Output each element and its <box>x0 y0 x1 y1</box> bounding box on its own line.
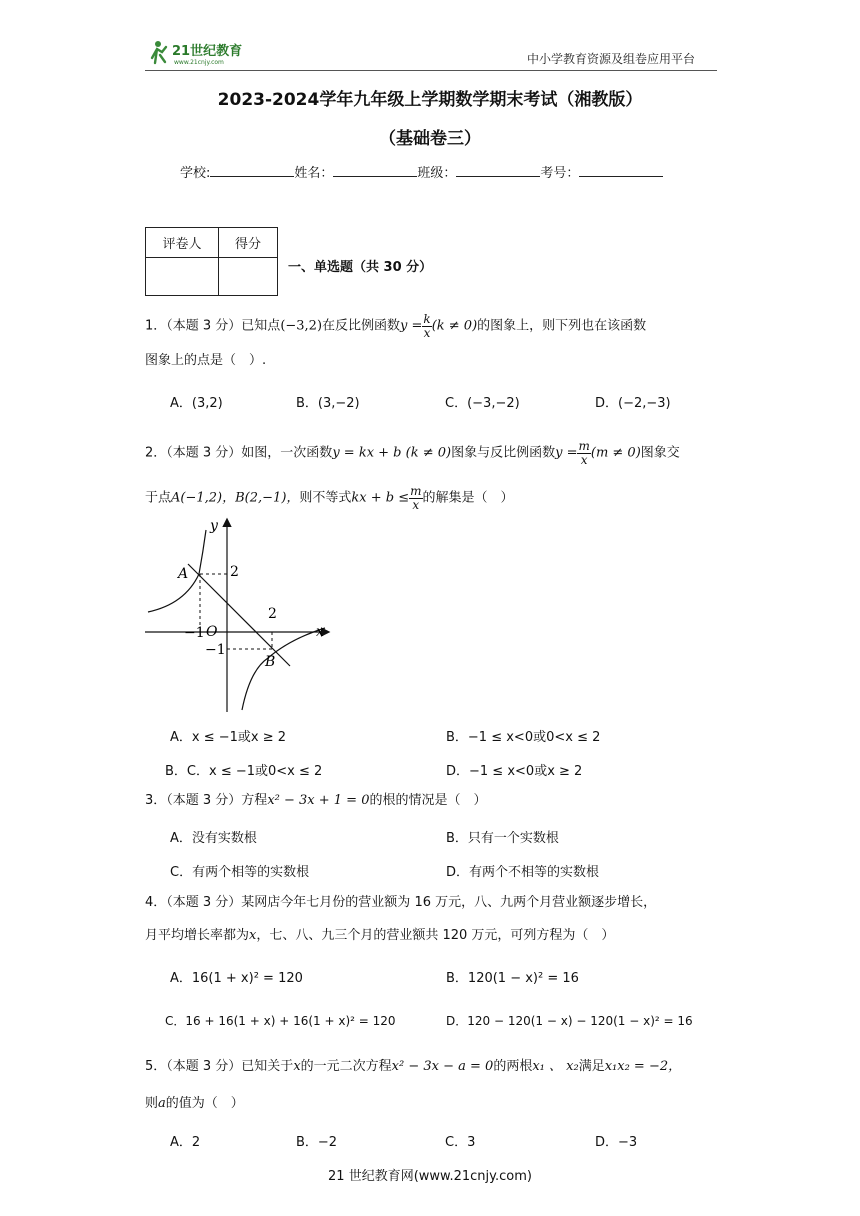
exam-no-label: 考号： <box>540 166 580 181</box>
q4-option-c[interactable]: C．16 + 16(1 + x) + 16(1 + x)² = 120 <box>165 1014 396 1028</box>
exam-title: 2023-2024学年九年级上学期数学期末考试（湘教版） <box>217 90 643 110</box>
svg-text:x: x <box>316 624 324 640</box>
svg-text:2: 2 <box>268 606 277 622</box>
runner-icon <box>152 41 166 63</box>
q2-graph <box>140 512 340 717</box>
question-5: 5．（本题 3 分）已知关于x的一元二次方程x² − 3x − a = 0的两根x₁ 、 x₂满足x₁x₂ = −2， <box>145 1059 682 1074</box>
question-5-line2: 则a的值为（ ） <box>145 1096 244 1111</box>
q2-option-c[interactable]: B．C．x ≤ −1或0<x ≤ 2 <box>165 764 323 779</box>
svg-text:A: A <box>178 566 189 582</box>
hyperbola-left <box>148 530 206 612</box>
svg-text:y: y <box>210 518 218 534</box>
q5-option-a[interactable]: A．2 <box>170 1135 201 1150</box>
reviewer-header: 评卷人 <box>146 228 219 258</box>
question-1: 1．（本题 3 分）已知点(−3,2)在反比例函数y = $\frac{k}{x}$ (k ≠ 0)的图象上，则下列也在该函数 <box>145 312 647 340</box>
question-2: 2．（本题 3 分）如图，一次函数y = kx + b (k ≠ 0)图象与反比例函数y = $\frac{m}{x}$ (m ≠ 0)图象交 <box>145 439 680 467</box>
hyperbola-right <box>242 628 325 710</box>
school-field[interactable] <box>210 164 294 177</box>
svg-text:B: B <box>265 654 276 670</box>
question-4-line2: 月平均增长率都为x，七、八、九三个月的营业额共 120 万元，可列方程为（ ） <box>145 928 615 943</box>
section-heading: 一、单选题（共 30 分） <box>288 260 433 275</box>
q3-option-a[interactable]: A．没有实数根 <box>170 831 257 846</box>
score-header: 得分 <box>219 228 278 258</box>
footer: 21 世纪教育网(www.21cnjy.com) <box>328 1169 532 1184</box>
platform-name: 中小学教育资源及组卷应用平台 <box>527 52 696 66</box>
question-3: 3．（本题 3 分）方程x² − 3x + 1 = 0的根的情况是（ ） <box>145 793 487 808</box>
student-info <box>180 162 663 181</box>
q2-option-a[interactable]: A．x ≤ −1或x ≥ 2 <box>170 730 287 745</box>
q3-option-d[interactable]: D．有两个不相等的实数根 <box>446 865 600 880</box>
svg-text:O: O <box>206 624 218 640</box>
name-field[interactable] <box>333 164 417 177</box>
q3-option-b[interactable]: B．只有一个实数根 <box>446 831 559 846</box>
q4-option-a[interactable]: A．16(1 + x)² = 120 <box>170 971 303 986</box>
q1-option-b[interactable]: B．(3,−2) <box>296 396 360 411</box>
header-divider <box>145 70 717 71</box>
svg-text:−1: −1 <box>184 625 205 641</box>
exam-no-field[interactable] <box>579 164 663 177</box>
q2-option-b[interactable]: B．−1 ≤ x<0或0<x ≤ 2 <box>446 730 601 745</box>
q5-option-b[interactable]: B．−2 <box>296 1135 338 1150</box>
q5-option-d[interactable]: D．−3 <box>595 1135 638 1150</box>
q3-option-c[interactable]: C．有两个相等的实数根 <box>170 865 310 880</box>
exam-subtitle: （基础卷三） <box>379 129 481 149</box>
logo-sub: www.21cnjy.com <box>174 59 224 66</box>
class-label: 班级： <box>417 166 457 181</box>
question-4: 4．（本题 3 分）某网店今年七月份的营业额为 16 万元，八、九两个月营业额逐步增长， <box>145 895 657 910</box>
school-label: 学校: <box>180 166 211 181</box>
q4-option-d[interactable]: D．120 − 120(1 − x) − 120(1 − x)² = 16 <box>446 1014 693 1028</box>
q4-option-b[interactable]: B．120(1 − x)² = 16 <box>446 971 579 986</box>
name-label: 姓名： <box>294 166 334 181</box>
logo <box>148 38 260 66</box>
logo-text: 21世纪教育 <box>172 44 243 59</box>
q1-option-c[interactable]: C．(−3,−2) <box>445 396 520 411</box>
score-cell[interactable] <box>219 258 278 296</box>
q5-option-c[interactable]: C．3 <box>445 1135 476 1150</box>
question-1-line2: 图象上的点是（ ）. <box>145 353 267 368</box>
q1-option-a[interactable]: A．(3,2) <box>170 396 223 411</box>
q2-option-d[interactable]: D．−1 ≤ x<0或x ≥ 2 <box>446 764 583 779</box>
q1-option-d[interactable]: D．(−2,−3) <box>595 396 671 411</box>
svg-text:2: 2 <box>230 564 239 580</box>
svg-text:−1: −1 <box>205 642 226 658</box>
reviewer-cell[interactable] <box>146 258 219 296</box>
question-2-line2: 于点A(−1,2)，B(2,−1)，则不等式kx + b ≤ $\frac{m}{x}$ 的解集是（ ） <box>145 484 514 512</box>
score-table <box>145 227 278 296</box>
class-field[interactable] <box>456 164 540 177</box>
